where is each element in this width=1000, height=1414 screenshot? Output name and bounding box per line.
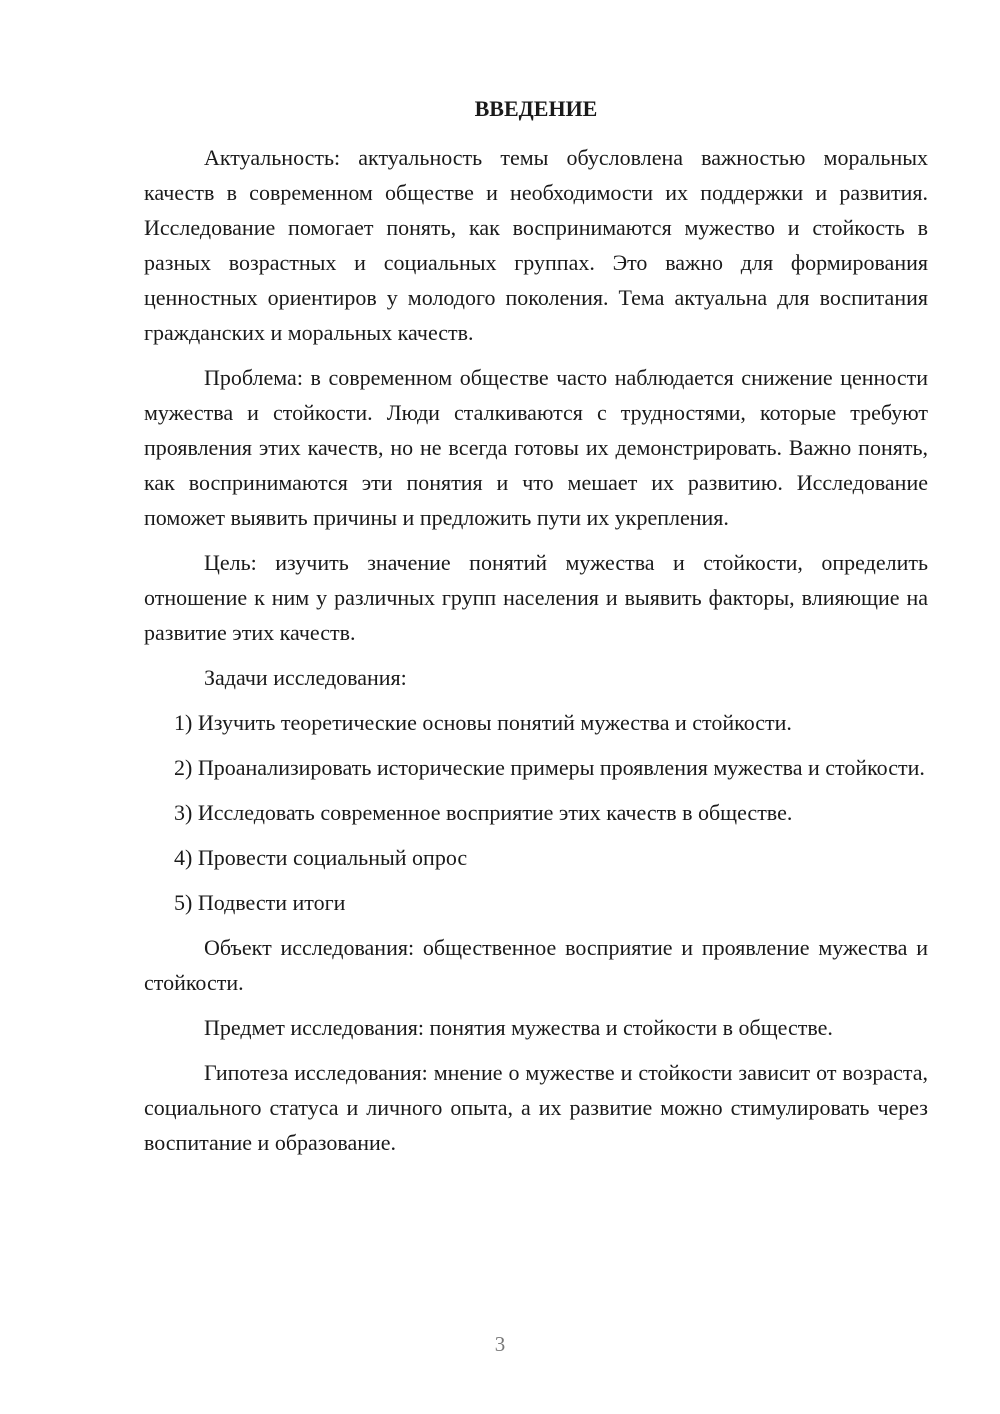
paragraph-object: Объект исследования: общественное восприятие и проявление мужества и стойкости. xyxy=(144,935,928,995)
paragraph-problem: Проблема: в современном обществе часто наблюдается снижение ценности мужества и стойкости. Люди сталкиваются с трудностями, которые требуют проявления этих качеств, но не всегда готовы их демонстрировать. Важно понять, как воспринимаются эти понятия и что мешает их развитию. Исследование поможет выявить причины и предложить пути их укрепления. xyxy=(144,365,928,530)
tasks-list xyxy=(144,705,928,920)
paragraph-relevance: Актуальность: актуальность темы обусловлена важностью моральных качеств в современном обществе и необходимости их поддержки и развития. Исследование помогает понять, как воспринимаются мужество и стойкость в разных возрастных и социальных группах. Это важно для формирования ценностных ориентиров у молодого поколения. Тема актуальна для воспитания гражданских и моральных качеств. xyxy=(144,145,928,345)
list-item: 3) Исследовать современное восприятие этих качеств в обществе. xyxy=(174,800,793,825)
tasks-title: Задачи исследования: xyxy=(204,665,407,690)
list-item: 2) Проанализировать исторические примеры проявления мужества и стойкости. xyxy=(174,755,925,780)
document-page xyxy=(144,94,928,1170)
list-item: 4) Провести социальный опрос xyxy=(174,845,468,870)
list-item: 1) Изучить теоретические основы понятий мужества и стойкости. xyxy=(174,710,792,735)
paragraph-goal: Цель: изучить значение понятий мужества и стойкости, определить отношение к ним у различных групп населения и выявить факторы, влияющие на развитие этих качеств. xyxy=(144,550,928,645)
paragraph-subject: Предмет исследования: понятия мужества и стойкости в обществе. xyxy=(204,1015,833,1040)
page-number: 3 xyxy=(494,1332,506,1356)
list-item: 5) Подвести итоги xyxy=(174,890,346,915)
page-title: ВВЕДЕНИЕ xyxy=(474,96,598,121)
paragraph-hypothesis: Гипотеза исследования: мнение о мужестве и стойкости зависит от возраста, социального статуса и личного опыта, а их развитие можно стимулировать через воспитание и образование. xyxy=(144,1060,928,1155)
